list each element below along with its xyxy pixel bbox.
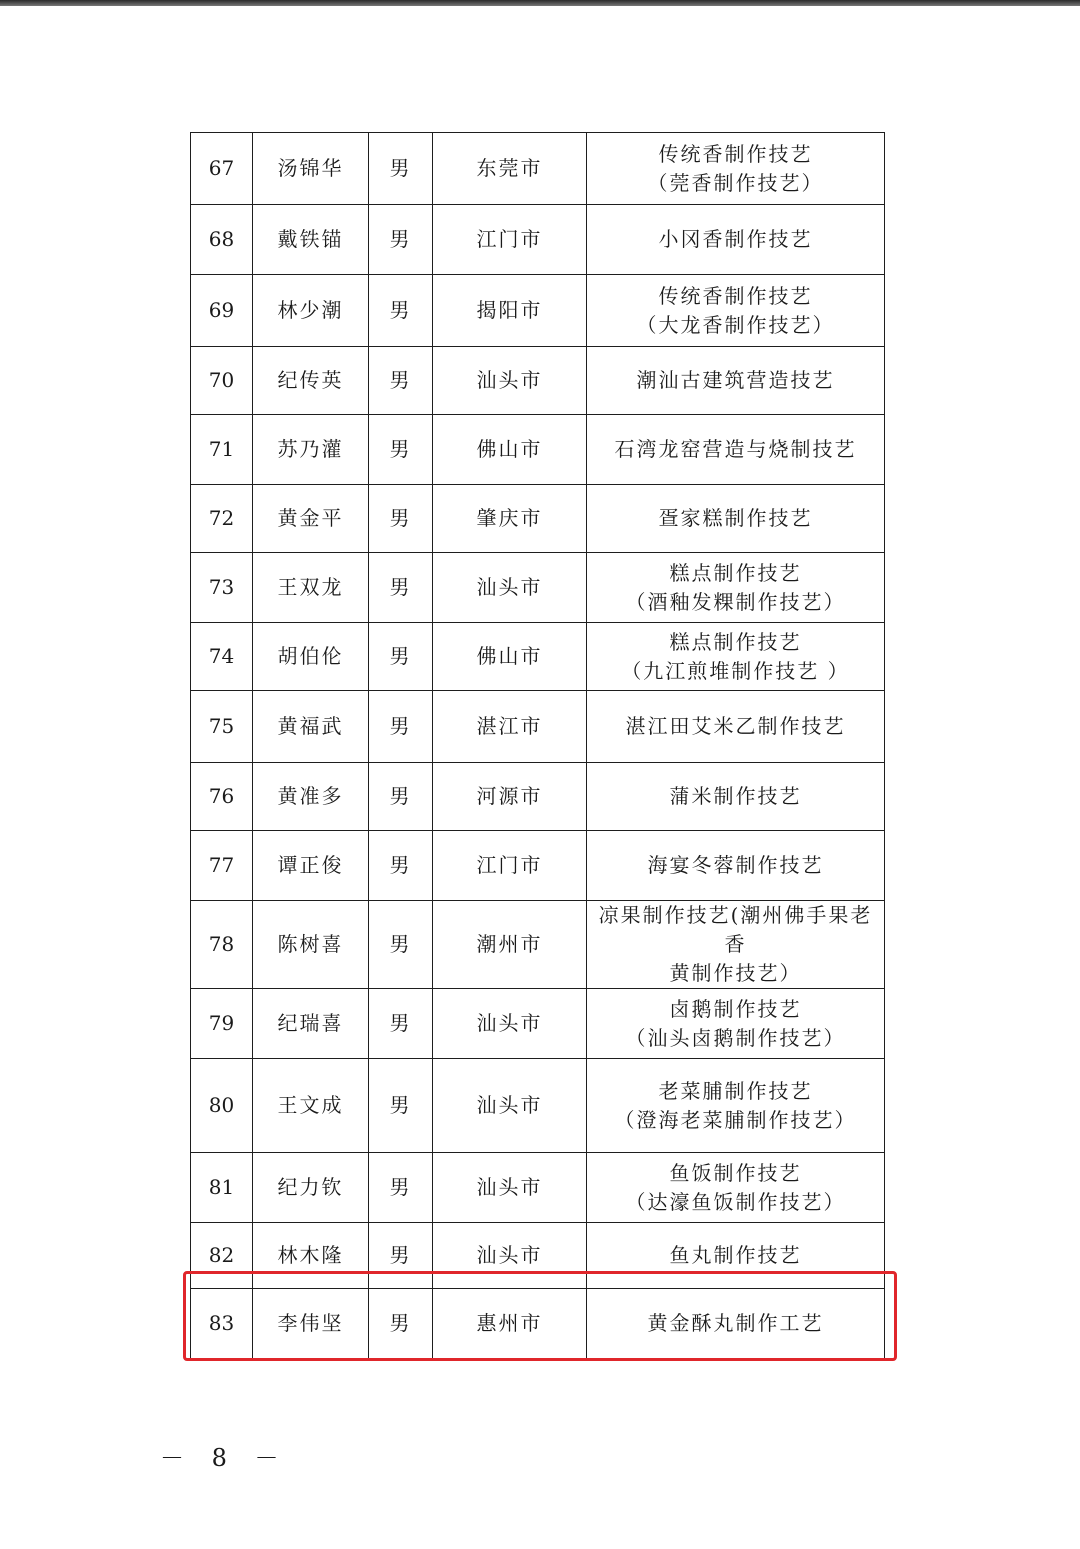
cell-gender: 男 xyxy=(369,553,433,623)
table-row xyxy=(191,347,885,415)
cell-name: 胡伯伦 xyxy=(253,623,369,691)
cell-number: 71 xyxy=(191,415,253,485)
table-body xyxy=(191,133,885,1359)
table-row xyxy=(191,275,885,347)
cell-name: 纪传英 xyxy=(253,347,369,415)
project-line: 湛江田艾米乙制作技艺 xyxy=(625,714,846,738)
cell-number: 72 xyxy=(191,485,253,553)
page-number: － 8 － xyxy=(160,1444,289,1472)
project-line: 传统香制作技艺 xyxy=(658,141,813,166)
cell-name: 谭正俊 xyxy=(253,831,369,901)
cell-project xyxy=(587,623,885,691)
cell-city: 潮州市 xyxy=(433,901,587,989)
project-line: （莞香制作技艺） xyxy=(647,170,824,195)
cell-number: 82 xyxy=(191,1223,253,1289)
table-row xyxy=(191,415,885,485)
cell-name: 汤锦华 xyxy=(253,133,369,205)
cell-number: 80 xyxy=(191,1059,253,1153)
cell-city: 河源市 xyxy=(433,763,587,831)
table-row xyxy=(191,1059,885,1153)
cell-number: 77 xyxy=(191,831,253,901)
cell-gender: 男 xyxy=(369,347,433,415)
table-row xyxy=(191,623,885,691)
cell-city: 东莞市 xyxy=(433,133,587,205)
cell-name: 王双龙 xyxy=(253,553,369,623)
cell-gender: 男 xyxy=(369,485,433,553)
cell-gender: 男 xyxy=(369,989,433,1059)
cell-project xyxy=(587,1059,885,1153)
cell-name: 林少潮 xyxy=(253,275,369,347)
cell-gender: 男 xyxy=(369,1289,433,1359)
cell-project xyxy=(587,1153,885,1223)
project-line: 鱼丸制作技艺 xyxy=(669,1243,802,1267)
project-line: （澄海老菜脯制作技艺） xyxy=(614,1107,857,1132)
cell-project xyxy=(587,763,885,831)
cell-city: 湛江市 xyxy=(433,691,587,763)
project-line: 传统香制作技艺 xyxy=(658,283,813,308)
cell-name: 纪力钦 xyxy=(253,1153,369,1223)
cell-gender: 男 xyxy=(369,415,433,485)
cell-name: 黄福武 xyxy=(253,691,369,763)
cell-city: 佛山市 xyxy=(433,415,587,485)
cell-gender: 男 xyxy=(369,205,433,275)
cell-name: 黄准多 xyxy=(253,763,369,831)
cell-city: 肇庆市 xyxy=(433,485,587,553)
cell-gender: 男 xyxy=(369,275,433,347)
table-row xyxy=(191,831,885,901)
cell-number: 78 xyxy=(191,901,253,989)
project-line: （酒釉发粿制作技艺） xyxy=(625,589,846,614)
cell-project xyxy=(587,415,885,485)
cell-city: 汕头市 xyxy=(433,1153,587,1223)
cell-number: 68 xyxy=(191,205,253,275)
project-line: 疍家糕制作技艺 xyxy=(658,506,813,530)
cell-name: 李伟坚 xyxy=(253,1289,369,1359)
project-line: （九江煎堆制作技艺 ） xyxy=(621,658,850,683)
project-line: 老菜脯制作技艺 xyxy=(658,1078,813,1103)
project-line: （达濠鱼饭制作技艺） xyxy=(625,1189,846,1214)
cell-gender: 男 xyxy=(369,1223,433,1289)
project-line: （汕头卤鹅制作技艺） xyxy=(625,1025,846,1050)
cell-name: 戴铁锚 xyxy=(253,205,369,275)
cell-number: 79 xyxy=(191,989,253,1059)
table-row xyxy=(191,205,885,275)
table-row xyxy=(191,763,885,831)
cell-project xyxy=(587,691,885,763)
cell-city: 惠州市 xyxy=(433,1289,587,1359)
cell-name: 王文成 xyxy=(253,1059,369,1153)
cell-project xyxy=(587,553,885,623)
project-line: 小冈香制作技艺 xyxy=(658,227,813,251)
table-row xyxy=(191,989,885,1059)
cell-gender: 男 xyxy=(369,1059,433,1153)
cell-city: 汕头市 xyxy=(433,1059,587,1153)
project-line: 海宴冬蓉制作技艺 xyxy=(647,853,824,877)
table-row xyxy=(191,485,885,553)
cell-city: 揭阳市 xyxy=(433,275,587,347)
cell-city: 江门市 xyxy=(433,831,587,901)
cell-number: 76 xyxy=(191,763,253,831)
table-row xyxy=(191,1153,885,1223)
cell-project xyxy=(587,133,885,205)
cell-gender: 男 xyxy=(369,831,433,901)
cell-gender: 男 xyxy=(369,691,433,763)
cell-project xyxy=(587,205,885,275)
cell-number: 81 xyxy=(191,1153,253,1223)
scan-top-edge xyxy=(0,0,1080,6)
project-line: 蒲米制作技艺 xyxy=(669,784,802,808)
cell-project xyxy=(587,901,885,989)
cell-city: 汕头市 xyxy=(433,347,587,415)
project-line: 卤鹅制作技艺 xyxy=(669,996,802,1021)
cell-gender: 男 xyxy=(369,763,433,831)
cell-name: 苏乃灌 xyxy=(253,415,369,485)
cell-city: 汕头市 xyxy=(433,989,587,1059)
table-row xyxy=(191,901,885,989)
cell-project xyxy=(587,485,885,553)
project-line: 鱼饭制作技艺 xyxy=(669,1160,802,1185)
cell-number: 70 xyxy=(191,347,253,415)
cell-city: 汕头市 xyxy=(433,1223,587,1289)
cell-project xyxy=(587,347,885,415)
cell-gender: 男 xyxy=(369,623,433,691)
cell-project xyxy=(587,275,885,347)
cell-project xyxy=(587,831,885,901)
inheritor-table xyxy=(190,132,884,1359)
cell-name: 黄金平 xyxy=(253,485,369,553)
project-line: （大龙香制作技艺） xyxy=(636,312,835,337)
cell-number: 73 xyxy=(191,553,253,623)
project-line: 黄金酥丸制作工艺 xyxy=(647,1311,824,1335)
cell-number: 69 xyxy=(191,275,253,347)
cell-number: 67 xyxy=(191,133,253,205)
project-line: 糕点制作技艺 xyxy=(669,560,802,585)
cell-name: 陈树喜 xyxy=(253,901,369,989)
cell-number: 83 xyxy=(191,1289,253,1359)
cell-number: 74 xyxy=(191,623,253,691)
cell-city: 汕头市 xyxy=(433,553,587,623)
cell-gender: 男 xyxy=(369,133,433,205)
project-line: 潮汕古建筑营造技艺 xyxy=(636,368,835,392)
table-row xyxy=(191,133,885,205)
project-line: 石湾龙窑营造与烧制技艺 xyxy=(614,437,857,461)
cell-city: 佛山市 xyxy=(433,623,587,691)
cell-gender: 男 xyxy=(369,901,433,989)
project-line: 糕点制作技艺 xyxy=(669,629,802,654)
project-line: 黄制作技艺） xyxy=(669,961,802,985)
cell-name: 林木隆 xyxy=(253,1223,369,1289)
cell-name: 纪瑞喜 xyxy=(253,989,369,1059)
cell-city: 江门市 xyxy=(433,205,587,275)
highlight-box xyxy=(183,1271,897,1361)
table-row xyxy=(191,691,885,763)
cell-project xyxy=(587,989,885,1059)
cell-number: 75 xyxy=(191,691,253,763)
project-line: 凉果制作技艺(潮州佛手果老香 xyxy=(598,903,873,956)
cell-gender: 男 xyxy=(369,1153,433,1223)
table-row xyxy=(191,553,885,623)
